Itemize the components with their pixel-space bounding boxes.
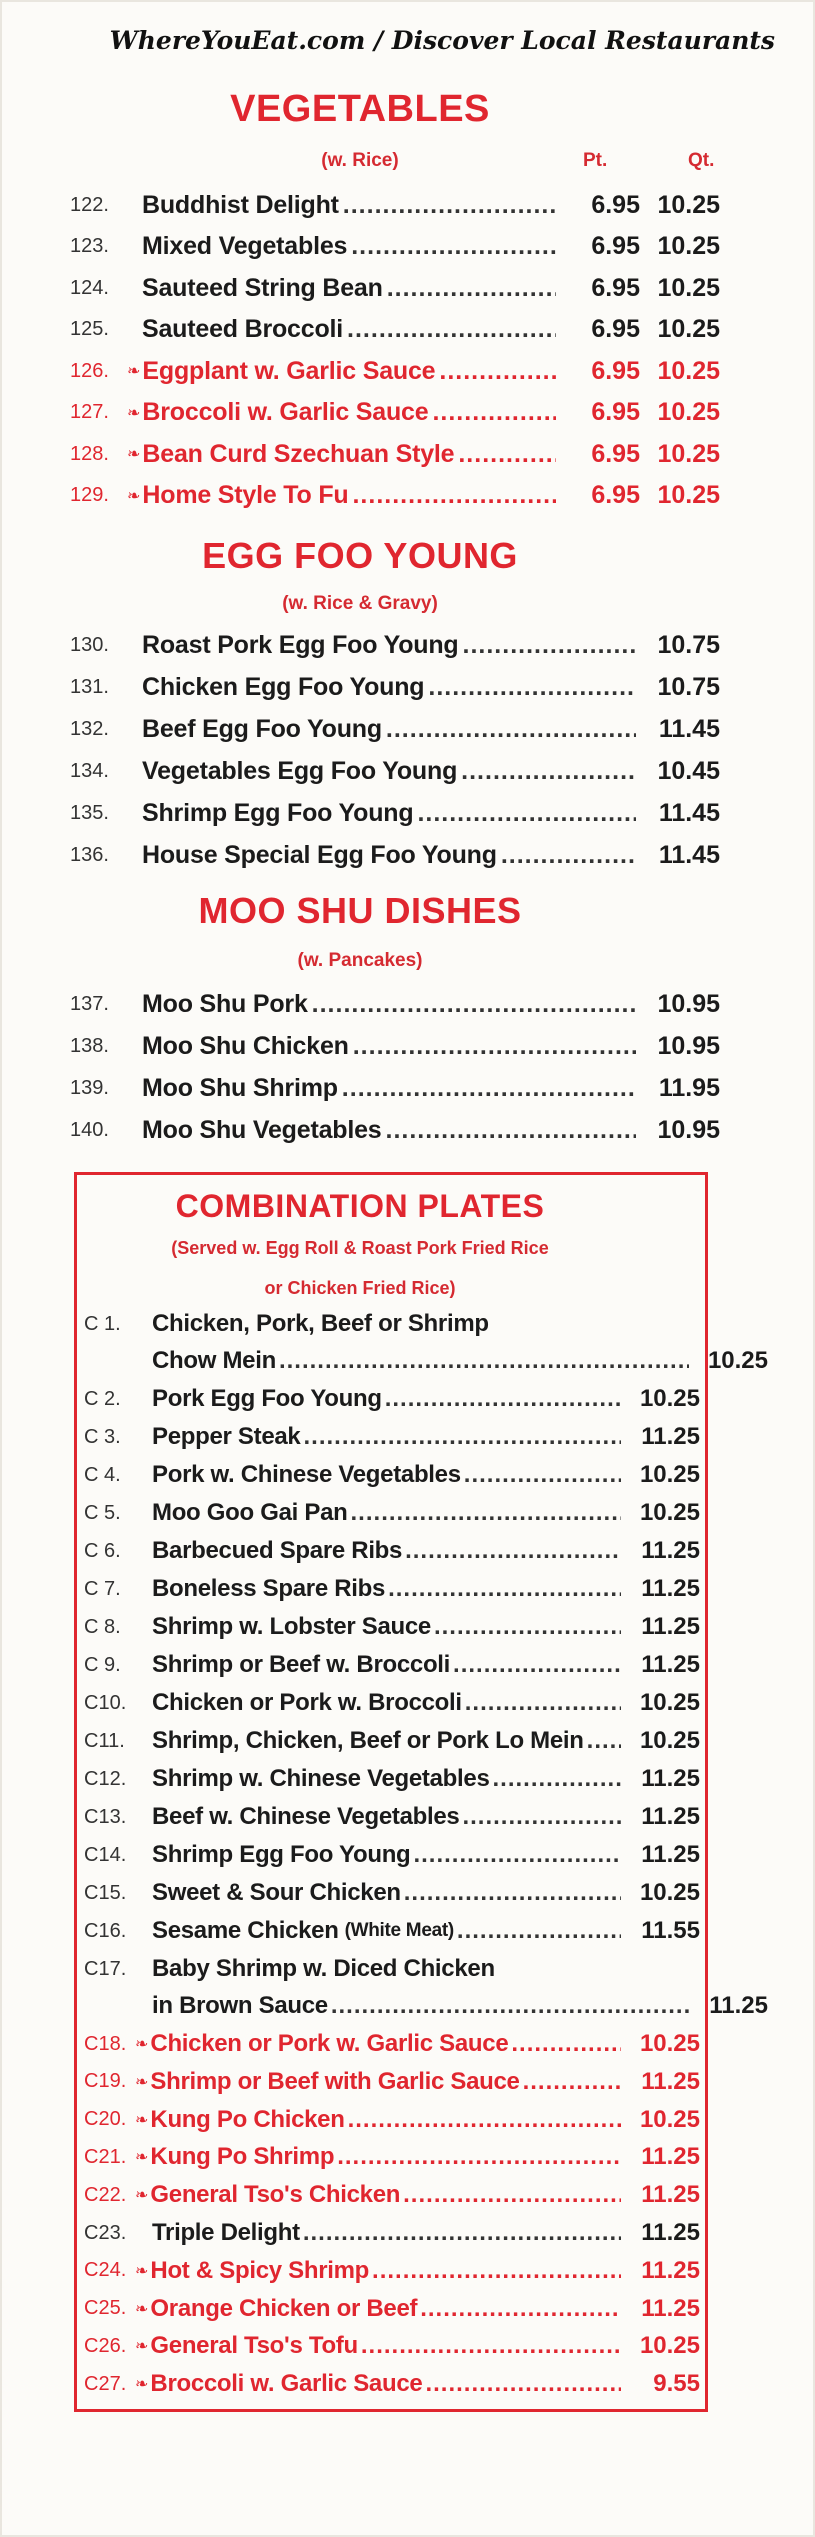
leader-dots <box>587 1727 621 1755</box>
list-item <box>70 352 720 390</box>
item-number: C 4. <box>84 1463 121 1486</box>
item-name: Orange Chicken or Beef <box>150 2294 418 2322</box>
item-name: Barbecued Spare Ribs <box>152 1537 403 1564</box>
item-number: 128. <box>70 442 109 465</box>
item-name: Sweet & Sour Chicken <box>152 1879 401 1906</box>
leader-dots <box>463 631 636 660</box>
item-number: C 9. <box>84 1653 121 1676</box>
item-name: Chicken Egg Foo Young <box>142 672 425 701</box>
leader-dots <box>413 1841 621 1869</box>
leader-dots <box>405 1537 621 1565</box>
item-number: C 3. <box>84 1425 121 1448</box>
list-item <box>70 228 720 266</box>
item-number: C13. <box>84 1805 127 1828</box>
item-price: 11.25 <box>641 2067 700 2095</box>
item-name: Pepper Steak <box>152 1423 301 1450</box>
item-price: 11.25 <box>641 1423 700 1450</box>
item-name: Shrimp w. Lobster Sauce <box>152 1613 431 1640</box>
hot-pepper-icon: ❧ <box>135 2073 149 2091</box>
list-item <box>70 1069 720 1107</box>
hot-pepper-icon: ❧ <box>135 2300 149 2318</box>
leader-dots <box>464 1461 621 1489</box>
leader-dots <box>343 191 556 220</box>
list-item <box>84 1533 700 1569</box>
item-number: C24. <box>84 2259 127 2282</box>
item-number: C12. <box>84 1767 127 1790</box>
combination-subtitle-1: (Served w. Egg Roll & Roast Pork Fried Rice <box>171 1238 549 1258</box>
item-price: 11.45 <box>658 798 720 827</box>
item-price: 11.25 <box>641 1803 700 1830</box>
item-name: Kung Po Chicken <box>150 2105 345 2133</box>
item-name: Chicken or Pork w. Garlic Sauce <box>150 2030 509 2057</box>
price-quart: 10.25 <box>657 439 720 468</box>
item-name: Broccoli w. Garlic Sauce <box>142 398 429 426</box>
item-price: 10.25 <box>639 1385 700 1412</box>
item-price: 10.25 <box>639 1879 700 1906</box>
item-name: Moo Goo Gai Pan <box>152 1499 348 1526</box>
list-item <box>84 1647 700 1683</box>
item-price: 11.25 <box>641 2256 700 2284</box>
item-number: C10. <box>84 1691 127 1714</box>
list-item <box>84 2215 700 2251</box>
price-pint: 6.95 <box>591 315 640 343</box>
item-price: 11.45 <box>658 714 720 743</box>
list-item <box>84 2366 700 2402</box>
item-number: 139. <box>70 1076 109 1099</box>
item-name: House Special Egg Foo Young <box>142 840 497 869</box>
item-number: 130. <box>70 633 109 656</box>
item-name: Pork w. Chinese Vegetables <box>152 1461 461 1488</box>
item-price: 11.25 <box>641 2219 700 2246</box>
list-item <box>70 435 720 473</box>
item-price: 10.25 <box>639 1461 700 1488</box>
item-number: C 1. <box>84 1312 121 1335</box>
leader-dots <box>493 1765 622 1793</box>
item-number: C25. <box>84 2297 127 2320</box>
leader-dots <box>386 715 636 744</box>
leader-dots <box>458 440 556 469</box>
leader-dots <box>351 232 556 261</box>
leader-dots <box>511 2030 621 2058</box>
item-number: C27. <box>84 2372 127 2395</box>
item-price: 9.55 <box>653 2370 700 2398</box>
list-item <box>84 1875 700 1911</box>
item-number: 136. <box>70 843 109 866</box>
item-number: C19. <box>84 2070 127 2093</box>
price-quart: 10.25 <box>657 315 720 343</box>
item-name: Shrimp Egg Foo Young <box>142 798 414 827</box>
item-name: Shrimp or Beef w. Broccoli <box>152 1651 451 1678</box>
list-item <box>84 1609 700 1645</box>
hot-pepper-icon: ❧ <box>127 363 141 380</box>
item-price: 11.25 <box>641 2294 700 2322</box>
item-number: C 6. <box>84 1539 121 1562</box>
item-price: 10.45 <box>657 756 720 785</box>
hot-pepper-icon: ❧ <box>127 446 141 463</box>
price-quart: 10.25 <box>657 232 720 260</box>
item-number: 124. <box>70 276 109 299</box>
item-name: Kung Po Shrimp <box>150 2143 335 2171</box>
item-price: 10.25 <box>639 2332 700 2360</box>
item-name: Chicken, Pork, Beef or Shrimp <box>152 1310 489 1337</box>
item-number: 122. <box>70 193 109 216</box>
price-quart: 10.25 <box>657 398 720 426</box>
site-header: WhereYouEat.com / Discover Local Restaurants <box>109 26 775 55</box>
item-name: Shrimp or Beef with Garlic Sauce <box>150 2067 520 2095</box>
list-item <box>84 2253 700 2289</box>
leader-dots <box>404 1879 621 1907</box>
list-item <box>70 752 720 790</box>
list-item <box>70 626 720 664</box>
hot-pepper-icon: ❧ <box>127 404 141 422</box>
moo-shu-title: MOO SHU DISHES <box>198 890 522 931</box>
hot-pepper-icon: ❧ <box>135 2338 149 2356</box>
item-number: 135. <box>70 801 109 824</box>
price-pint: 6.95 <box>591 398 640 426</box>
item-price: 10.75 <box>657 672 720 701</box>
item-name: Bean Curd Szechuan Style <box>142 439 455 468</box>
item-name: Pork Egg Foo Young <box>152 1385 382 1412</box>
item-name: Broccoli w. Garlic Sauce <box>150 2370 423 2398</box>
list-item <box>84 2177 700 2213</box>
list-item <box>84 1951 700 1987</box>
item-number: C 2. <box>84 1387 121 1410</box>
list-item <box>84 2139 700 2175</box>
leader-dots <box>372 2257 621 2285</box>
leader-dots <box>385 1385 621 1413</box>
item-name: Chow Mein <box>152 1347 276 1374</box>
item-number: 140. <box>70 1118 109 1141</box>
item-name: Sesame Chicken <box>152 1917 339 1944</box>
item-price: 10.25 <box>639 1727 700 1754</box>
item-price: 11.25 <box>641 1575 700 1602</box>
item-number: 132. <box>70 717 109 740</box>
leader-dots <box>387 274 556 303</box>
hot-pepper-icon: ❧ <box>135 2262 149 2280</box>
leader-dots <box>432 398 556 427</box>
list-item <box>84 1723 700 1759</box>
egg-foo-young-title: EGG FOO YOUNG <box>202 535 518 576</box>
item-name: Moo Shu Pork <box>142 989 308 1018</box>
leader-dots <box>434 1613 621 1641</box>
item-price: 11.95 <box>658 1073 720 1102</box>
list-item <box>84 1761 700 1797</box>
price-quart: 10.25 <box>657 481 720 509</box>
item-price: 11.25 <box>709 1992 768 2019</box>
leader-dots <box>351 1499 621 1527</box>
item-name: Mixed Vegetables <box>142 232 348 260</box>
list-item <box>70 186 720 224</box>
list-item <box>70 1111 720 1149</box>
item-name: Boneless Spare Ribs <box>152 1575 386 1602</box>
leader-dots <box>425 2370 621 2398</box>
hot-pepper-icon: ❧ <box>135 2187 149 2205</box>
item-name: Moo Shu Chicken <box>142 1031 349 1060</box>
item-name: in Brown Sauce <box>152 1992 328 2019</box>
leader-dots <box>501 841 636 870</box>
leader-dots <box>420 2295 621 2323</box>
leader-dots <box>439 357 556 386</box>
item-number: C23. <box>84 2221 127 2244</box>
egg-foo-young-subtitle: (w. Rice & Gravy) <box>282 593 438 614</box>
item-name: Chicken or Pork w. Broccoli <box>152 1689 462 1716</box>
item-name: Triple Delight <box>152 2219 300 2246</box>
hot-pepper-icon: ❧ <box>135 2149 149 2167</box>
item-name: General Tso's Chicken <box>150 2181 401 2209</box>
hot-pepper-icon: ❧ <box>135 2036 149 2053</box>
item-name: Baby Shrimp w. Diced Chicken <box>152 1955 495 1982</box>
item-number: C22. <box>84 2183 127 2206</box>
item-note: (White Meat) <box>344 1920 454 1941</box>
combination-subtitle-2: or Chicken Fried Rice) <box>264 1278 456 1298</box>
leader-dots <box>279 1347 689 1375</box>
item-name: Sauteed Broccoli <box>142 315 344 343</box>
item-number: 126. <box>70 359 109 382</box>
item-name: General Tso's Tofu <box>150 2332 358 2360</box>
item-number: 127. <box>70 401 109 423</box>
combination-title: COMBINATION PLATES <box>175 1188 545 1224</box>
list-item <box>84 1495 700 1531</box>
item-number: C18. <box>84 2032 127 2055</box>
item-number: 125. <box>70 318 109 340</box>
item-price: 10.95 <box>657 1115 720 1144</box>
leader-dots <box>348 2106 621 2134</box>
leader-dots <box>465 1689 621 1717</box>
item-price: 10.25 <box>639 1689 700 1716</box>
list-item <box>84 1799 700 1835</box>
item-number: 123. <box>70 235 109 257</box>
item-number: 131. <box>70 675 109 698</box>
item-name: Shrimp w. Chinese Vegetables <box>152 1765 490 1792</box>
vegetables-title: VEGETABLES <box>230 88 490 130</box>
item-name: Home Style To Fu <box>142 481 349 509</box>
item-name: Vegetables Egg Foo Young <box>142 756 458 785</box>
list-item <box>84 1913 700 1949</box>
leader-dots <box>386 1116 636 1145</box>
item-price: 10.25 <box>707 1347 768 1374</box>
leader-dots <box>457 1917 621 1945</box>
item-number: 134. <box>70 759 109 782</box>
item-price: 11.25 <box>641 2181 700 2209</box>
price-pint: 6.95 <box>591 439 640 468</box>
item-number: C20. <box>84 2108 127 2131</box>
item-name: Buddhist Delight <box>142 190 339 219</box>
leader-dots <box>523 2068 621 2096</box>
list-item-continued <box>84 1988 768 2024</box>
col-pint-label: Pt. <box>583 150 608 171</box>
list-item <box>84 1419 700 1455</box>
item-number: C 8. <box>84 1615 121 1638</box>
leader-dots <box>388 1575 621 1603</box>
leader-dots <box>428 673 636 702</box>
list-item <box>84 1457 700 1493</box>
leader-dots <box>403 2181 621 2209</box>
price-pint: 6.95 <box>591 481 640 509</box>
item-name: Moo Shu Vegetables <box>142 1115 382 1144</box>
item-name: Eggplant w. Garlic Sauce <box>142 356 436 385</box>
item-number: C16. <box>84 1919 127 1942</box>
list-item <box>70 269 720 307</box>
list-item <box>70 985 720 1023</box>
item-price: 11.55 <box>641 1917 700 1944</box>
moo-shu-subtitle: (w. Pancakes) <box>297 950 423 971</box>
item-number: C17. <box>84 1957 127 1980</box>
leader-dots <box>331 1992 689 2020</box>
item-number: C14. <box>84 1843 127 1866</box>
price-pint: 6.95 <box>591 273 640 302</box>
list-item <box>84 2328 700 2364</box>
item-price: 10.25 <box>639 1499 700 1526</box>
leader-dots <box>337 2143 621 2171</box>
list-item <box>70 394 720 432</box>
item-number: C15. <box>84 1881 127 1904</box>
item-number: C11. <box>84 1729 125 1752</box>
list-item <box>70 836 720 874</box>
price-quart: 10.25 <box>657 356 720 385</box>
list-item <box>84 2102 700 2138</box>
item-price: 11.25 <box>641 1651 700 1678</box>
item-price: 11.25 <box>641 1613 700 1640</box>
list-item <box>70 710 720 748</box>
item-price: 10.95 <box>657 1031 720 1060</box>
price-pint: 6.95 <box>591 232 640 260</box>
list-item <box>70 668 720 706</box>
item-name: Shrimp Egg Foo Young <box>152 1841 411 1868</box>
item-number: 138. <box>70 1034 109 1057</box>
list-item <box>84 1685 700 1721</box>
leader-dots <box>303 1423 621 1451</box>
item-price: 10.75 <box>657 630 720 659</box>
hot-pepper-icon: ❧ <box>127 487 141 505</box>
item-price: 10.25 <box>639 2030 700 2057</box>
item-name: Shrimp, Chicken, Beef or Pork Lo Mein <box>152 1727 584 1754</box>
item-number: C26. <box>84 2334 127 2357</box>
item-number: C 5. <box>84 1501 121 1524</box>
leader-dots <box>453 1651 621 1679</box>
list-item <box>84 2291 700 2327</box>
list-item <box>84 2064 700 2100</box>
list-item <box>84 2026 700 2062</box>
item-name: Beef Egg Foo Young <box>142 714 382 743</box>
list-item-continued <box>84 1343 768 1379</box>
item-number: C21. <box>84 2145 127 2168</box>
leader-dots <box>461 757 636 786</box>
item-price: 11.45 <box>658 840 720 869</box>
leader-dots <box>417 799 636 828</box>
list-item <box>70 1027 720 1065</box>
item-price: 10.25 <box>639 2105 700 2133</box>
leader-dots <box>353 1032 636 1061</box>
vegetables-subtitle: (w. Rice) <box>321 150 399 171</box>
item-number: 129. <box>70 484 109 506</box>
price-pint: 6.95 <box>591 356 640 385</box>
list-item <box>70 477 720 515</box>
list-item <box>70 311 720 349</box>
item-name: Roast Pork Egg Foo Young <box>142 630 459 659</box>
item-price: 11.25 <box>641 1537 700 1564</box>
price-quart: 10.25 <box>657 273 720 302</box>
price-quart: 10.25 <box>657 190 720 219</box>
price-pint: 6.95 <box>591 190 640 219</box>
leader-dots <box>462 1803 621 1831</box>
item-name: Moo Shu Shrimp <box>142 1073 338 1102</box>
hot-pepper-icon: ❧ <box>135 2111 149 2129</box>
item-number: 137. <box>70 992 109 1015</box>
item-name: Beef w. Chinese Vegetables <box>152 1803 460 1830</box>
col-quart-label: Qt. <box>688 150 715 171</box>
item-name: Sauteed String Bean <box>142 273 383 302</box>
item-name: Hot & Spicy Shrimp <box>150 2256 370 2284</box>
leader-dots <box>312 990 636 1019</box>
leader-dots <box>303 2219 621 2247</box>
leader-dots <box>352 481 556 510</box>
leader-dots <box>342 1074 636 1103</box>
list-item <box>84 1571 700 1607</box>
list-item <box>84 1837 700 1873</box>
item-number: C 7. <box>84 1577 121 1600</box>
list-item <box>70 794 720 832</box>
list-item <box>84 1381 700 1417</box>
list-item <box>84 1306 700 1342</box>
leader-dots <box>347 315 556 344</box>
leader-dots <box>361 2332 621 2360</box>
item-price: 11.25 <box>641 1765 700 1792</box>
item-price: 10.95 <box>657 989 720 1018</box>
hot-pepper-icon: ❧ <box>135 2376 149 2394</box>
item-price: 11.25 <box>641 2143 700 2171</box>
item-price: 11.25 <box>641 1841 700 1868</box>
